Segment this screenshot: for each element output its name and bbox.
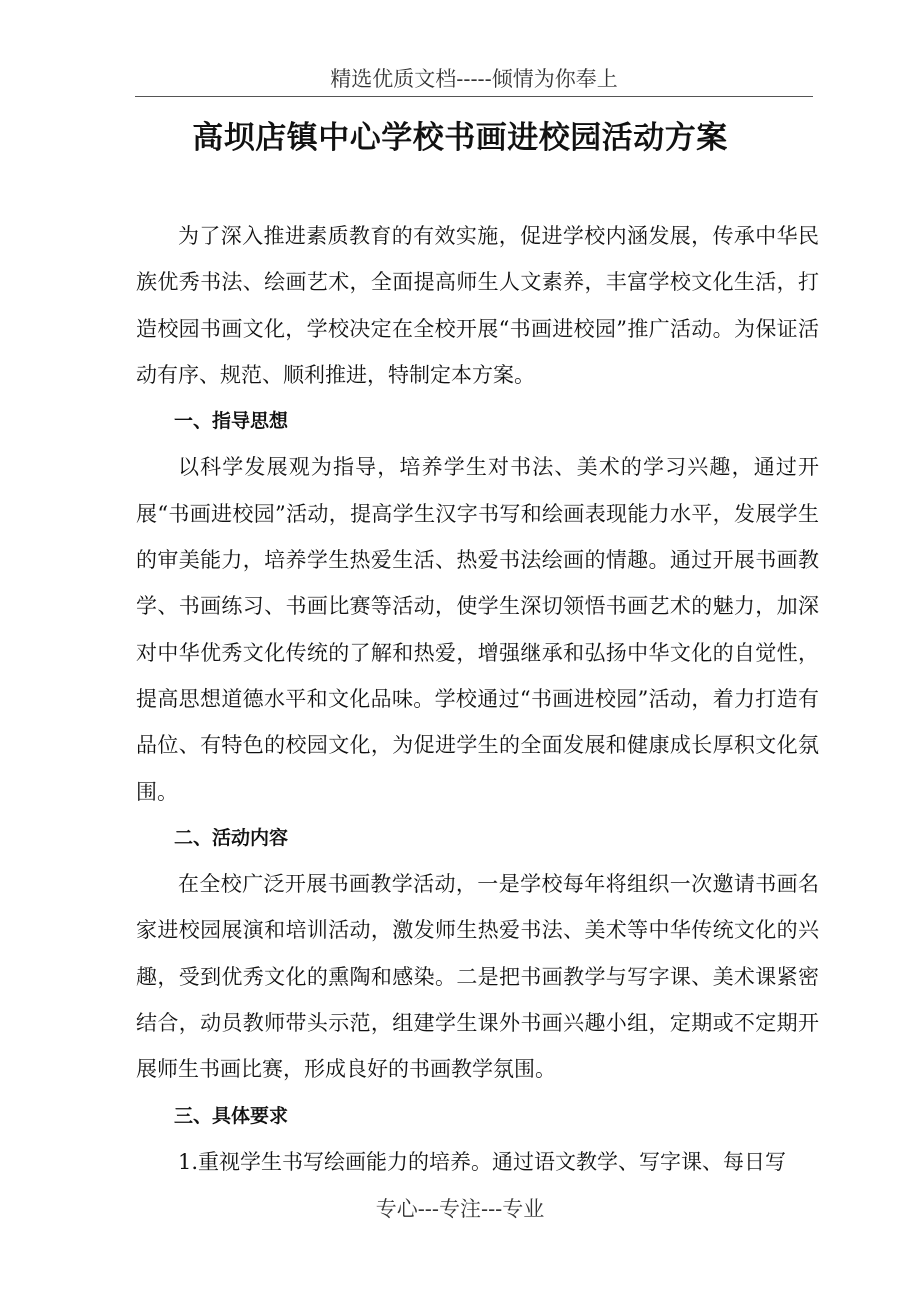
section-heading-activity-content: 二、活动内容 [174, 826, 289, 849]
specific-requirements-paragraph: 1.重视学生书写绘画能力的培养。通过语文教学、写字课、每日写 [178, 1149, 787, 1174]
page-header: 精选优质文档-----倾情为你奉上 [135, 62, 813, 97]
document-title: 高坝店镇中心学校书画进校园活动方案 [192, 120, 728, 156]
section-heading-specific-requirements: 三、具体要求 [174, 1104, 289, 1127]
section-heading-guiding-ideology: 一、指导思想 [174, 410, 289, 433]
intro-paragraph: 为了深入推进素质教育的有效实施，促进学校内涵发展，传承中华民族优秀书法、绘画艺术，全面提高师生人文素养，丰富学校文化生活，打造校园书画文化，学校决定在全校开展“书画进校园”推广活动。为保证活动有序、规范、顺利推进，特制定本方案。 [136, 224, 819, 387]
activity-content-paragraph: 在全校广泛开展书画教学活动，一是学校每年将组织一次邀请书画名家进校园展演和培训活动，激发师生热爱书法、美术等中华传统文化的兴趣，受到优秀文化的熏陶和感染。二是把书画教学与写字课、美术课紧密结合，动员教师带头示范，组建学生课外书画兴趣小组，定期或不定期开展师生书画比赛，形成良好的书画教学氛围。 [136, 872, 819, 1082]
guiding-ideology-paragraph: 以科学发展观为指导，培养学生对书法、美术的学习兴趣，通过开展“书画进校园”活动，提高学生汉字书写和绘画表现能力水平，发展学生的审美能力，培养学生热爱生活、热爱书法绘画的情趣。通过开展书画教学、书画练习、书画比赛等活动，使学生深切领悟书画艺术的魅力，加深对中华优秀文化传统的了解和热爱，增强继承和弘扬中华文化的自觉性，提高思想道德水平和文化品味。学校通过“书画进校园”活动，着力打造有品位、有特色的校园文化，为促进学生的全面发展和健康成长厚积文化氛围。 [136, 455, 819, 804]
page-footer: 专心---专注---专业 [375, 1197, 545, 1221]
document-body [136, 213, 819, 1185]
